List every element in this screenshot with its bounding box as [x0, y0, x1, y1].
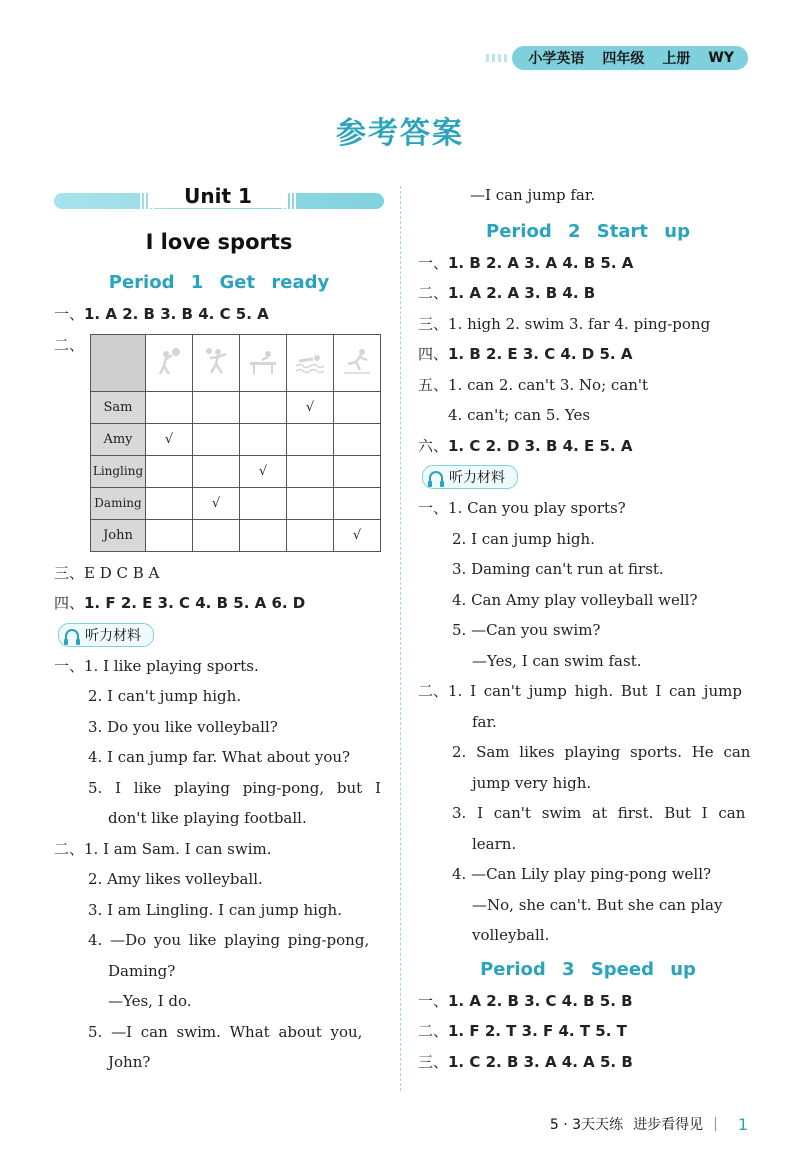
- row-name: John: [91, 519, 146, 551]
- swimming-icon: [287, 334, 334, 391]
- list-item: 3. I can't swim at first. But I can: [452, 804, 746, 822]
- list-item: 二、1. I am Sam. I can swim.: [54, 839, 272, 858]
- list-item: far.: [472, 712, 497, 731]
- footer: 5 · 3天天练 进步看得见 | 1: [549, 1114, 748, 1134]
- row-name: Daming: [91, 487, 146, 519]
- period1-title: Period 1 Get ready: [108, 272, 330, 293]
- p1-section-1: 一、1. A 2. B 3. B 4. C 5. A: [54, 305, 269, 323]
- header-subject: 小学英语: [528, 51, 585, 67]
- list-item: volleyball.: [472, 926, 550, 944]
- header-edition: WY: [708, 50, 734, 66]
- list-item: 4. —Do you like playing ping-pong,: [88, 931, 370, 949]
- check-cell: [240, 423, 287, 455]
- p2-section: 三、1. high 2. swim 3. far 4. ping-pong: [418, 314, 711, 333]
- p2-section: 五、1. can 2. can't 3. No; can't: [418, 375, 649, 394]
- header-term: 上册: [662, 51, 691, 67]
- p2-section: 四、1. B 2. E 3. C 4. D 5. A: [418, 345, 633, 363]
- check-cell: [287, 455, 334, 487]
- list-item: 2. Sam likes playing sports. He can: [452, 743, 751, 761]
- list-item: 4. Can Amy play volleyball well?: [452, 590, 698, 609]
- p1-section-2: 二、 Sam √ Amy √ Lingling √ Daming √ John √: [54, 330, 384, 552]
- check-cell: [240, 519, 287, 551]
- table-header-row: [91, 334, 381, 391]
- table-corner: [91, 334, 146, 391]
- period3-title: Period 3 Speed up: [480, 958, 696, 980]
- header-decoration: [486, 54, 508, 62]
- check-cell: √: [240, 455, 287, 487]
- list-item: learn.: [472, 834, 517, 853]
- check-cell: [334, 391, 381, 423]
- ball-game-icon: [193, 334, 240, 391]
- check-cell: √: [146, 423, 193, 455]
- row-name: Amy: [91, 423, 146, 455]
- list-item: —I can jump far.: [470, 186, 596, 204]
- row-name: Sam: [91, 391, 146, 423]
- ping-pong-icon: [240, 334, 287, 391]
- list-item: —Yes, I do.: [108, 992, 192, 1010]
- check-cell: [193, 391, 240, 423]
- p1-section-4: 四、1. F 2. E 3. C 4. B 5. A 6. D: [54, 594, 306, 612]
- header-grade: 四年级: [602, 51, 645, 67]
- volleyball-icon: [146, 334, 193, 391]
- list-item: 3. Do you like volleyball?: [88, 717, 278, 736]
- list-item: —Yes, I can swim fast.: [472, 651, 642, 670]
- list-item: 5. —I can swim. What about you,: [88, 1022, 363, 1041]
- page-number: 1: [737, 1114, 748, 1134]
- headphone-icon: [429, 471, 443, 483]
- check-cell: [146, 455, 193, 487]
- check-cell: [287, 487, 334, 519]
- table-row: [91, 391, 381, 423]
- p2-section: 六、1. C 2. D 3. B 4. E 5. A: [418, 436, 633, 455]
- list-item: 4. —Can Lily play ping-pong well?: [452, 865, 712, 883]
- check-cell: [193, 455, 240, 487]
- p2-section: 一、1. B 2. A 3. A 4. B 5. A: [418, 253, 634, 272]
- check-cell: [287, 519, 334, 551]
- check-cell: [193, 519, 240, 551]
- footer-slogan: 进步看得见: [633, 1117, 704, 1133]
- check-cell: [193, 423, 240, 455]
- unit-label: Unit 1: [148, 184, 288, 208]
- check-cell: [146, 519, 193, 551]
- column-divider: [400, 186, 401, 1091]
- list-item: don't like playing football.: [108, 809, 307, 827]
- list-item: —No, she can't. But she can play: [472, 895, 723, 914]
- unit-banner: [54, 184, 384, 212]
- table-row: [91, 519, 381, 551]
- table-row: [91, 487, 381, 519]
- list-item: 2. I can jump high.: [452, 529, 595, 548]
- listening-badge: 听力材料: [58, 623, 154, 647]
- check-cell: [240, 487, 287, 519]
- check-cell: [146, 391, 193, 423]
- right-column: [418, 180, 758, 1077]
- list-item: 4. I can jump far. What about you?: [88, 748, 351, 766]
- listening-badge: 听力材料: [422, 465, 518, 489]
- list-item: John?: [108, 1053, 151, 1071]
- check-cell: [146, 487, 193, 519]
- list-item: 2. I can't jump high.: [88, 687, 242, 705]
- list-item: 2. Amy likes volleyball.: [88, 870, 263, 888]
- list-item: 一、1. I like playing sports.: [54, 656, 259, 675]
- row-name: Lingling: [91, 455, 146, 487]
- p3-section: 一、1. A 2. B 3. C 4. B 5. B: [418, 991, 633, 1010]
- p3-section: 二、1. F 2. T 3. F 4. T 5. T: [418, 1022, 627, 1040]
- list-item: 3. Daming can't run at first.: [452, 560, 664, 578]
- check-cell: [240, 391, 287, 423]
- footer-brand: 5 · 3天天练: [549, 1117, 624, 1133]
- p2-section: 4. can't; can 5. Yes: [448, 406, 591, 424]
- check-cell: √: [287, 391, 334, 423]
- headphone-icon: [65, 629, 79, 641]
- lesson-title: I love sports: [145, 230, 293, 254]
- list-item: 5. I like playing ping-pong, but I: [88, 778, 381, 797]
- list-item: Daming?: [108, 961, 176, 980]
- list-item: 3. I am Lingling. I can jump high.: [88, 900, 342, 919]
- p3-section: 三、1. C 2. B 3. A 4. A 5. B: [418, 1052, 633, 1071]
- p1-section-3: 三、E D C B A: [54, 563, 160, 582]
- check-cell: √: [334, 519, 381, 551]
- check-cell: [334, 455, 381, 487]
- list-item: 5. —Can you swim?: [452, 621, 601, 639]
- list-item: 二、1. I can't jump high. But I can jump: [418, 682, 742, 700]
- table-row: [91, 455, 381, 487]
- table-row: [91, 423, 381, 455]
- list-item: 一、1. Can you play sports?: [418, 499, 626, 517]
- period2-title: Period 2 Start up: [486, 220, 690, 242]
- check-cell: [334, 487, 381, 519]
- page-title: 参考答案: [336, 116, 464, 151]
- check-cell: √: [193, 487, 240, 519]
- list-item: jump very high.: [472, 773, 592, 792]
- sports-table: [90, 334, 381, 552]
- check-cell: [287, 423, 334, 455]
- p2-section: 二、1. A 2. A 3. B 4. B: [418, 284, 596, 302]
- check-cell: [334, 423, 381, 455]
- header-tag: [512, 46, 748, 70]
- left-column: [54, 180, 384, 1078]
- jumping-icon: [334, 334, 381, 391]
